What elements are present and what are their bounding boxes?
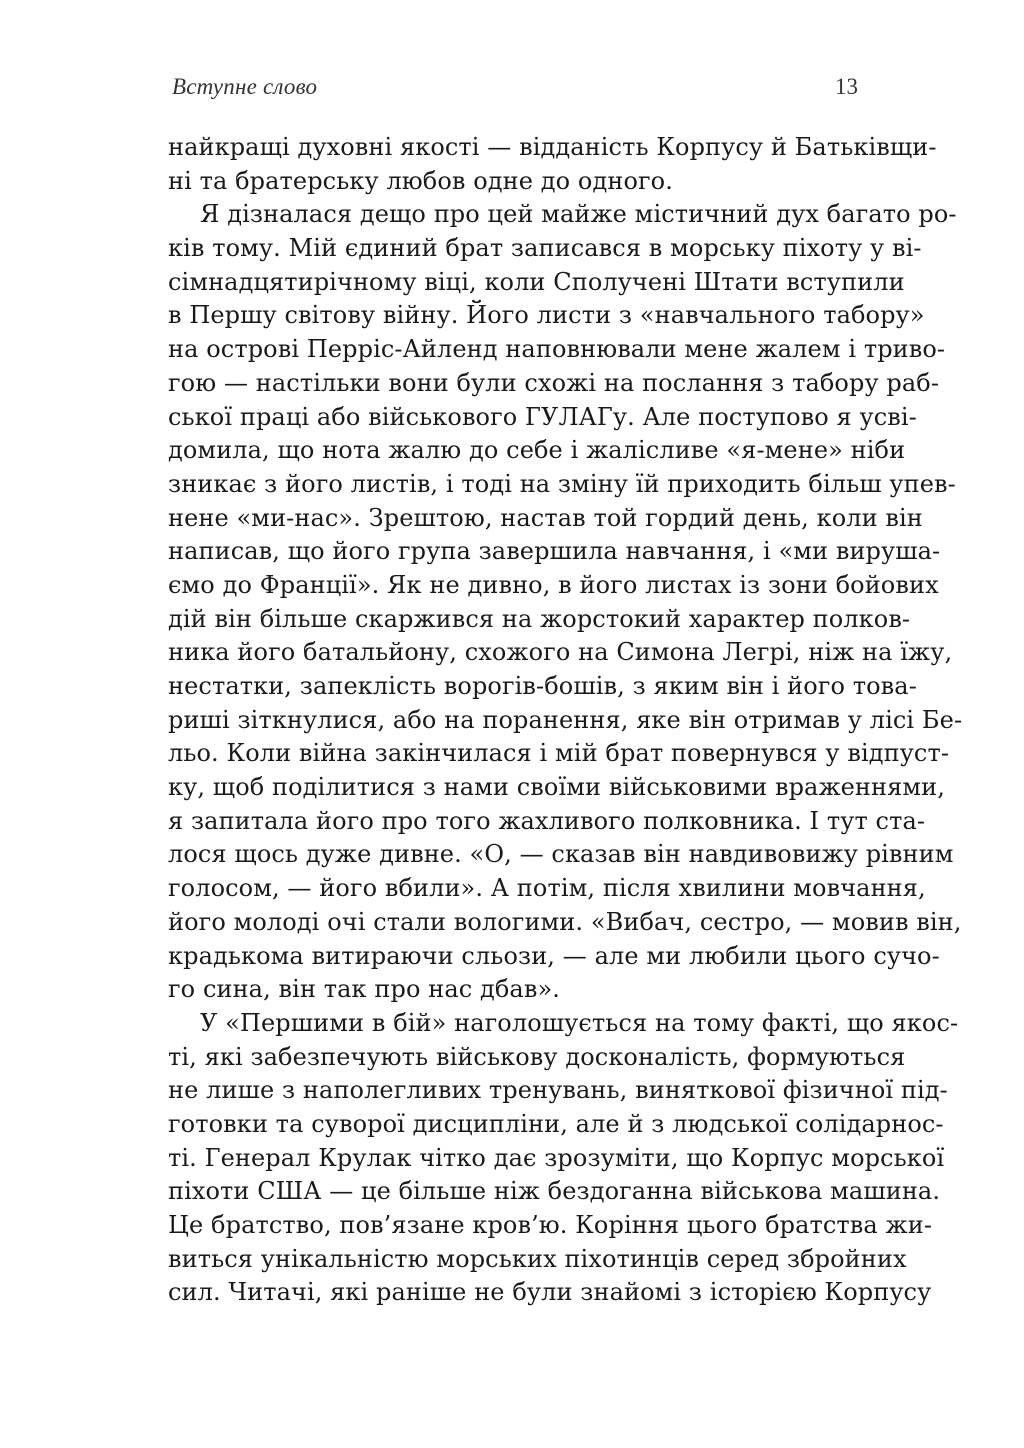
text-line: нене «ми-нас». Зрештою, настав той гордий день, коли він (168, 503, 923, 532)
text-line: ника його батальйону, схожого на Симона Легрі, ніж на їжу, (168, 638, 953, 667)
text-line: ємо до Франції». Як не дивно, в його листах із зони бойових (168, 570, 939, 599)
text-line: не лише з наполегливих тренувань, виняткової фізичної під- (168, 1076, 948, 1105)
text-line: в Першу світову війну. Його листи з «навчального табору» (168, 301, 925, 330)
text-line: Це братство, пов’язане кров’ю. Коріння цього братства жи- (168, 1211, 933, 1239)
text-line: я запитала його про того жахливого полковника. І тут ста- (168, 806, 926, 835)
text-line: піхоти США — це більше ніж бездоганна військова машина. (168, 1177, 941, 1206)
text-line: ків тому. Мій єдиний брат записався в морську піхоту у ві- (168, 234, 922, 263)
text-line: ті. Генерал Крулак чітко дає зрозуміти, що Корпус морської (168, 1143, 945, 1172)
text-line: ку, щоб поділитися з нами своїми військовими враженнями, (168, 773, 945, 802)
text-line: голосом, — його вбили». А потім, після хвилини мовчання, (168, 874, 926, 903)
text-line: його молоді очі стали вологими. «Вибач, сестро, — мовив він, (168, 907, 962, 936)
text-line: дій він більше скаржився на жорстокий характер полков- (168, 604, 911, 633)
text-line: сил. Читачі, які раніше не були знайомі з історією Корпусу (168, 1278, 932, 1307)
text-line: написав, що його група завершила навчання, і «ми вируша- (168, 537, 941, 566)
text-line: найкращі духовні якості — відданість Корпусу й Батьківщи- (168, 133, 937, 161)
text-line: виться унікальністю морських піхотинців серед збройних (168, 1244, 907, 1273)
text-line: риші зіткнулися, або на поранення, яке він отримав у лісі Бе- (168, 705, 963, 734)
text-line: Я дізналася дещо про цей майже містичний дух багато ро- (200, 200, 957, 229)
text-line: зникає з його листів, і тоді на зміну їй приходить більш упев- (168, 469, 956, 498)
body-text (168, 131, 963, 1310)
text-line: У «Першими в бій» наголошується на тому факті, що якос- (200, 1008, 959, 1037)
text-line: гою — настільки вони були схожі на послання з табору раб- (168, 368, 940, 397)
text-line: ської праці або військового ГУЛАГу. Але поступово я усві- (168, 402, 917, 431)
text-line: домила, що нота жалю до себе і жалісливе «я-мене» ніби (168, 436, 906, 465)
text-line: го сина, він так про нас дбав». (168, 975, 560, 1004)
text-line: сімнадцятирічному віці, коли Сполучені Штати вступили (168, 267, 905, 296)
text-line: на острові Перріс-Айленд наповнювали мене жалем і триво- (168, 335, 946, 364)
text-line: льо. Коли війна закінчилася і мій брат повернувся у відпуст- (168, 739, 950, 768)
text-line: ті, які забезпечують військову досконалість, формуються (168, 1042, 906, 1071)
page-number: 13 (835, 74, 858, 99)
running-title: Вступне слово (172, 74, 318, 99)
text-line: крадькома витираючи сльози, — але ми любили цього сучо- (168, 941, 940, 970)
text-line: готовки та суворої дисципліни, але й з людської солідарнос- (168, 1109, 944, 1138)
text-line: ні та братерську любов одне до одного. (168, 166, 673, 195)
text-line: лося щось дуже дивне. «О, — сказав він навдивовижу рівним (168, 840, 954, 869)
text-line: нестатки, запеклість ворогів-бошів, з яким він і його това- (168, 672, 917, 700)
